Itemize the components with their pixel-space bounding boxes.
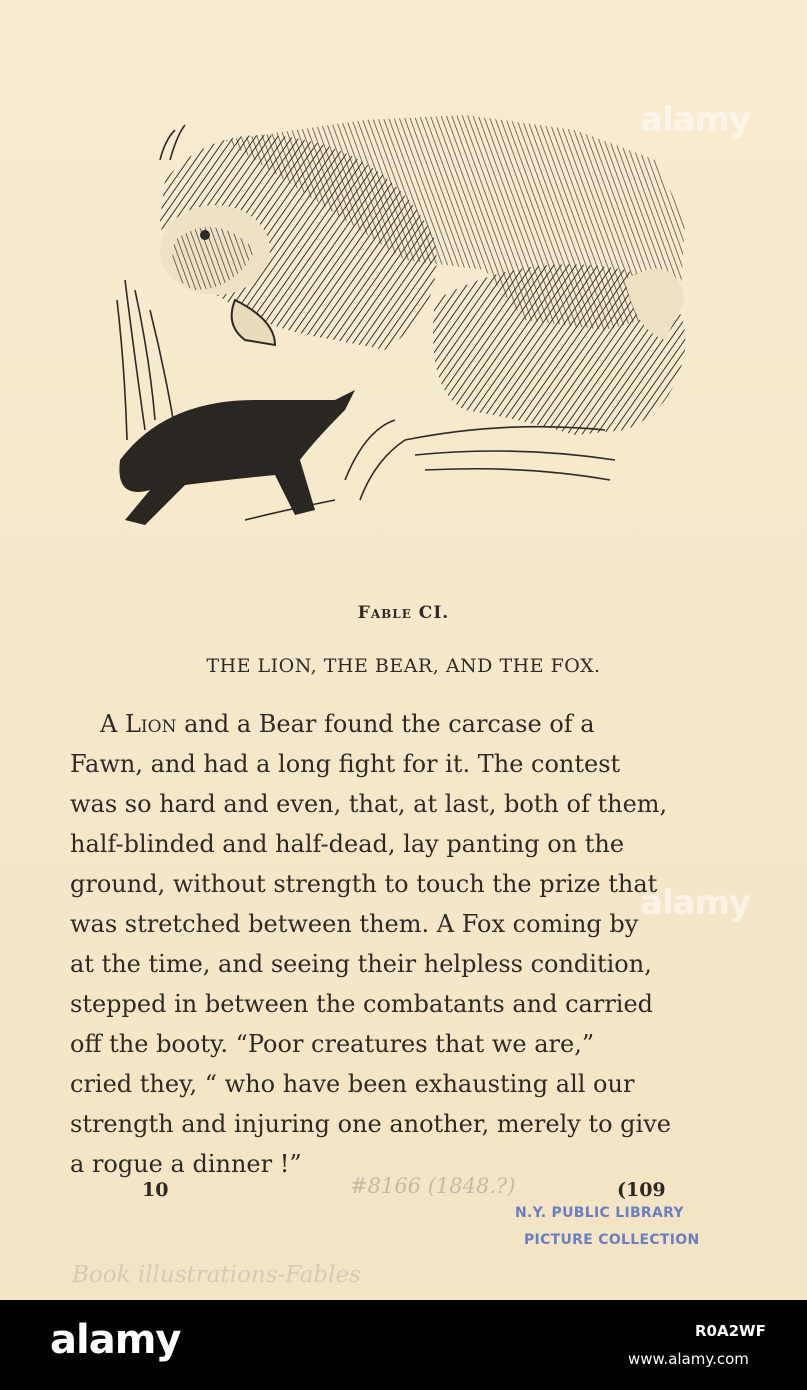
fable-line: cried they, “ who have been exhausting all our	[70, 1070, 635, 1098]
fable-line: a rogue a dinner !”	[70, 1150, 302, 1178]
fable-line: was so hard and even, that, at last, both of them,	[70, 790, 668, 818]
stamp-line-2: PICTURE COLLECTION	[524, 1232, 700, 1248]
footer-image-id: R0A2WF	[695, 1322, 766, 1340]
footer-logo: alamy	[50, 1317, 181, 1363]
fable-title: THE LION, THE BEAR, AND THE FOX.	[206, 655, 601, 677]
fable-line: off the booty. “Poor creatures that we are,”	[70, 1030, 595, 1058]
fable-number: Fable CI.	[357, 603, 450, 623]
pencil-catalog-note: #8166 (1848.?)	[350, 1174, 516, 1198]
library-stamp	[515, 1200, 700, 1254]
fable-lion-word: Lion	[124, 710, 177, 738]
stamp-line-1: N.Y. PUBLIC LIBRARY	[515, 1205, 684, 1221]
fable-line: was stretched between them. A Fox coming by	[70, 910, 639, 938]
pencil-bottom-note: Book illustrations-Fables	[72, 1262, 361, 1288]
fable-line: Fawn, and had a long fight for it. The contest	[70, 750, 621, 778]
fable-illustration	[105, 100, 695, 550]
fable-line-0-rest: and a Bear found the carcase of a	[176, 710, 595, 738]
fable-line: at the time, and seeing their helpless condition,	[70, 950, 652, 978]
watermark-middle-right: alamy	[640, 883, 751, 923]
fable-line: ground, without strength to touch the prize that	[70, 870, 658, 898]
page-number-right: (109	[617, 1179, 666, 1201]
fable-line: strength and injuring one another, merely to give	[70, 1110, 671, 1138]
fable-line: half-blinded and half-dead, lay panting on the	[70, 830, 625, 858]
fable-text	[70, 704, 671, 1184]
fable-line: stepped in between the combatants and carried	[70, 990, 654, 1018]
fable-first-word: A	[100, 710, 118, 738]
page-number-left: 10	[142, 1179, 169, 1201]
footer-url: www.alamy.com	[628, 1350, 749, 1368]
fable-line	[70, 704, 671, 744]
watermark-top-right: alamy	[640, 100, 751, 140]
